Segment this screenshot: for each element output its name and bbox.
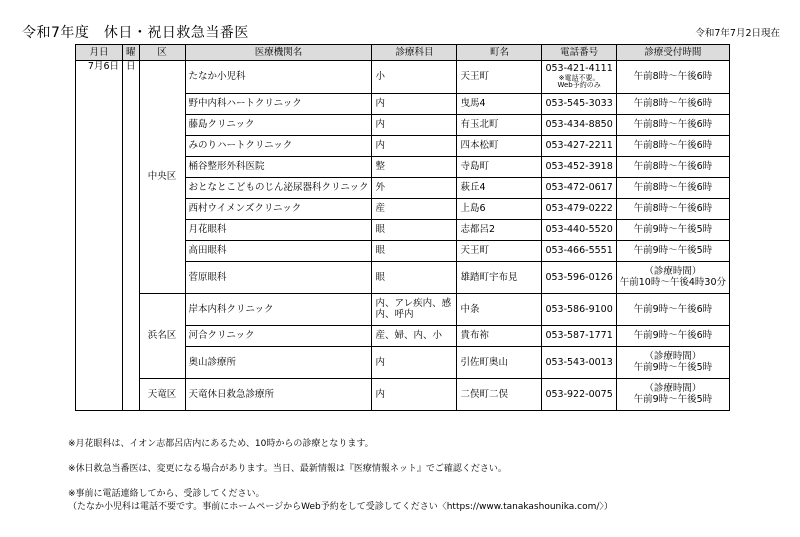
department [372, 294, 457, 326]
town: 中条 [457, 294, 542, 326]
header-month-day: 月日 [76, 45, 123, 61]
department: 産、婦、内、小 [372, 326, 457, 347]
phone-number: 053-440-5520 [542, 220, 616, 241]
department: 眼 [372, 220, 457, 241]
phone-number: 053-586-9100 [542, 294, 616, 326]
table-row [76, 61, 730, 94]
phone-number: 053-421-4111 [545, 62, 613, 74]
header-institution: 医療機関名 [185, 45, 372, 61]
institution-name: 菅原眼科 [185, 262, 372, 294]
ward-cell-tenryu: 天竜区 [139, 379, 185, 411]
hours-label: （診療時間） [644, 382, 702, 394]
table-row [76, 294, 730, 326]
note-line: ※休日救急当番医は、変更になる場合があります。当日、最新情報は『医療情報ネット』でご確認ください。 [68, 464, 507, 474]
hours-label: （診療時間） [644, 350, 702, 362]
institution-name: 西村ウイメンズクリニック [185, 199, 372, 220]
header-phone: 電話番号 [542, 45, 616, 61]
reception-hours [616, 262, 729, 294]
town: 寺島町 [457, 157, 542, 178]
department: 外 [372, 178, 457, 199]
town: 曳馬4 [457, 94, 542, 115]
note-line: ※月花眼科は、イオン志都呂店内にあるため、10時からの診療となります。 [68, 439, 374, 449]
phone-number: 053-922-0075 [542, 379, 616, 411]
reception-hours: 午前8時～午後6時 [616, 199, 729, 220]
institution-name: たなか小児科 [185, 61, 372, 94]
institution-name: みのりハートクリニック [185, 136, 372, 157]
table-header-row [76, 45, 730, 61]
phone-number: 053-543-0013 [542, 347, 616, 379]
town: 上島6 [457, 199, 542, 220]
hours-value: 午前10時～午後4時30分 [619, 276, 726, 288]
phone-number: 053-427-2211 [542, 136, 616, 157]
town: 二俣町二俣 [457, 379, 542, 411]
reception-hours: 午前9時～午後5時 [616, 241, 729, 262]
reception-hours: 午前9時～午後6時 [616, 326, 729, 347]
phone-cell [542, 61, 616, 94]
phone-number: 053-434-8850 [542, 115, 616, 136]
department: 内 [372, 347, 457, 379]
phone-number: 053-587-1771 [542, 326, 616, 347]
town: 貴布祢 [457, 326, 542, 347]
reception-hours: 午前9時～午後5時 [616, 220, 729, 241]
phone-number: 053-596-0126 [542, 262, 616, 294]
reception-hours [616, 347, 729, 379]
town: 四本松町 [457, 136, 542, 157]
duty-doctor-table [75, 44, 730, 411]
institution-name: 月花眼科 [185, 220, 372, 241]
department: 内 [372, 379, 457, 411]
institution-name: 藤島クリニック [185, 115, 372, 136]
phone-note: Web予約のみ [557, 81, 601, 90]
town: 引佐町奥山 [457, 347, 542, 379]
note-line: （たなか小児科は電話不要です。事前にホームページからWeb予約をして受診してください〈https://www.tanakashounika.com/〉） [68, 502, 613, 512]
town: 志都呂2 [457, 220, 542, 241]
hours-value: 午前9時～午後5時 [633, 361, 713, 373]
phone-number: 053-545-3033 [542, 94, 616, 115]
town: 天王町 [457, 61, 542, 94]
department: 眼 [372, 241, 457, 262]
institution-name: 岸本内科クリニック [185, 294, 372, 326]
notes [68, 438, 613, 514]
ward-cell-hamana: 浜名区 [139, 294, 185, 379]
note-line: ※事前に電話連絡してから、受診してください。 [68, 489, 265, 499]
department: 小 [372, 61, 457, 94]
town: 天王町 [457, 241, 542, 262]
hours-label: （診療時間） [644, 265, 702, 277]
institution-name: 天竜休日救急診療所 [185, 379, 372, 411]
reception-hours: 午前8時～午後6時 [616, 157, 729, 178]
date-cell: 7月6日 [76, 61, 123, 411]
department-line: 内、呼内 [375, 308, 414, 320]
phone-note: ※電話不要。 [558, 73, 600, 82]
department-line: 内、アレ疾内、感 [375, 297, 452, 309]
header-weekday: 曜 [123, 45, 140, 61]
reception-hours [616, 379, 729, 411]
reception-hours: 午前8時～午後6時 [616, 136, 729, 157]
phone-number: 053-452-3918 [542, 157, 616, 178]
department: 眼 [372, 262, 457, 294]
header-town: 町名 [457, 45, 542, 61]
reception-hours: 午前8時～午後6時 [616, 94, 729, 115]
department: 産 [372, 199, 457, 220]
header-hours: 診療受付時間 [616, 45, 729, 61]
town: 有玉北町 [457, 115, 542, 136]
hours-value: 午前9時～午後5時 [633, 393, 713, 405]
department: 内 [372, 115, 457, 136]
department: 内 [372, 136, 457, 157]
town: 萩丘4 [457, 178, 542, 199]
institution-name: 奥山診療所 [185, 347, 372, 379]
institution-name: 高田眼科 [185, 241, 372, 262]
phone-number: 053-472-0617 [542, 178, 616, 199]
institution-name: 河合クリニック [185, 326, 372, 347]
page-title: 令和7年度 休日・祝日救急当番医 [22, 25, 249, 41]
reception-hours: 午前8時～午後6時 [616, 115, 729, 136]
as-of-date: 令和7年7月2日現在 [695, 28, 780, 39]
department: 内 [372, 94, 457, 115]
ward-cell-chuo: 中央区 [139, 61, 185, 294]
institution-name: 野中内科ハートクリニック [185, 94, 372, 115]
phone-number: 053-466-5551 [542, 241, 616, 262]
header-department: 診療科目 [372, 45, 457, 61]
institution-name: 桶谷整形外科医院 [185, 157, 372, 178]
town: 雄踏町宇布見 [457, 262, 542, 294]
institution-name: おとなとこどものじん泌尿器科クリニック [185, 178, 372, 199]
table-row [76, 379, 730, 411]
reception-hours: 午前8時～午後6時 [616, 178, 729, 199]
reception-hours: 午前9時～午後6時 [616, 294, 729, 326]
phone-number: 053-479-0222 [542, 199, 616, 220]
header-ward: 区 [139, 45, 185, 61]
reception-hours: 午前8時～午後6時 [616, 61, 729, 94]
weekday-cell: 日 [123, 61, 140, 411]
department: 整 [372, 157, 457, 178]
